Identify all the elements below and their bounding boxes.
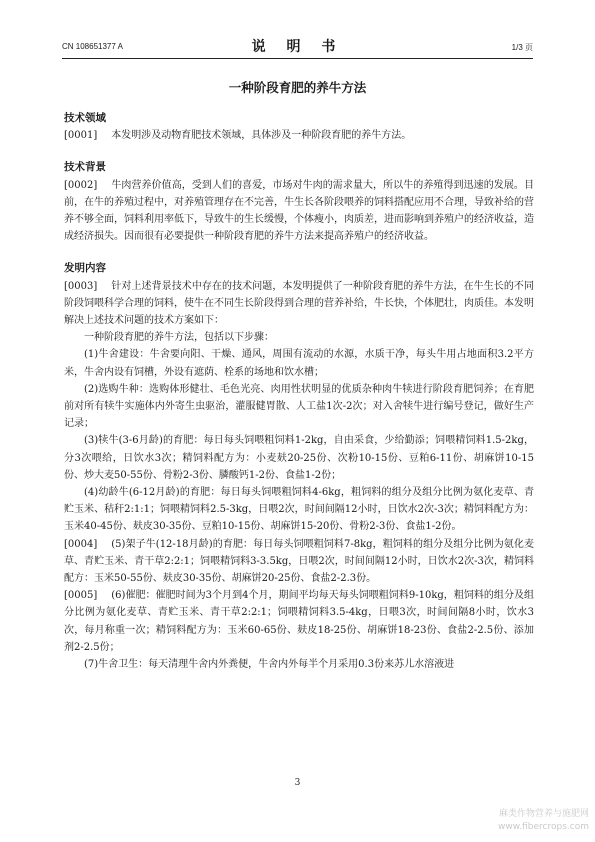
- step-2: (2)选购牛种：选购体形健壮、毛色光亮、肉用性状明显的优质杂种肉牛犊进行阶段育肥饲养；在育肥前对所有犊牛实施体内外寄生虫驱治，灌服健胃散、人工盐1次-2次；对入舍犊牛进行编号登记，做好生产记录；: [64, 383, 534, 430]
- paragraph-number: [0004]: [64, 538, 98, 550]
- paragraph-0004: [64, 536, 534, 588]
- section-heading-invention: 发明内容: [64, 262, 106, 275]
- paragraph-0001: [64, 127, 534, 144]
- paragraph-0005: [64, 587, 534, 656]
- paragraph-text: 牛肉营养价值高，受到人们的喜爱，市场对牛肉的需求量大，所以牛的养殖得到迅速的发展。目前，在牛的养殖过程中，对养殖管理存在不完善，牛生长各阶段喂养的饲料搭配应用不合理，导致补给的营养不够全面，饲料利用率低下，导致牛的生长缓慢，个体瘦小，肉质差，进而影响到养殖户的经济收益，造成经济损失。因而很有必要提供一种阶段育肥的养牛方法来提高养殖户的经济收益。: [64, 179, 534, 243]
- document-number: CN 108651377 A: [62, 42, 123, 51]
- paragraph-text: 本发明涉及动物育肥技术领域，具体涉及一种阶段育肥的养牛方法。: [111, 130, 412, 142]
- page-number: 3: [294, 778, 301, 788]
- method-intro: 一种阶段育肥的养牛方法，包括以下步骤：: [84, 332, 274, 344]
- section-heading-tech-field: 技术领域: [64, 112, 106, 124]
- document-body: [64, 110, 534, 673]
- paragraph-text: (6)催肥：催肥时间为3个月到4个月，期间平均每天每头饲喂粗饲料9-10kg，粗饲料的组分及组分比例为氨化麦草、青贮玉米、青干草2:2:1；饲喂精饲料3.5-4kg，日喂3次，时间间隔8小时，饮水3次，每月称重一次；精饲料配方为：玉米60-65份、麸皮18-25份、胡麻饼18-23份、食盐2-2.5份、添加剂2-2.5份；: [64, 590, 534, 653]
- step-4: (4)幼龄牛(6-12月龄)的育肥：每日每头饲喂粗饲料4-6kg，粗饲料的组分及组分比例为氨化麦草、青贮玉米、秸秆2:1:1；饲喂精饲料2.5-3kg，日喂2次，时间间隔12小时，日饮水2次-3次；精饲料配方为：玉米40-45份、麸皮30-35份、豆粕10-15份、胡麻饼15-20份、骨粉2-3份、食盐1-2份。: [64, 487, 534, 533]
- paragraph-number: [0005]: [64, 590, 98, 602]
- step-1: (1)牛舍建设：牛舍要向阳、干燥、通风，周围有流动的水源，水质干净，每头牛用占地面积3.2平方米，牛舍内设有饲槽，外设有遮荫、栓系的场地和饮水槽；: [64, 349, 534, 378]
- paragraph-number: [0003]: [64, 280, 98, 292]
- paragraph-number: [0002]: [64, 179, 98, 191]
- paragraph-0002: [64, 177, 534, 246]
- page-header: [62, 34, 533, 56]
- paragraph-0003: [64, 278, 534, 330]
- watermark-site-name: 麻类作物营养与施肥网: [498, 809, 589, 819]
- paragraph-text: 针对上述背景技术中存在的技术问题，本发明提供了一种阶段育肥的养牛方法，在牛生长的不同阶段饲喂科学合理的饲料，使牛在不同生长阶段得到合理的营养补给，牛长快，个体肥壮，肉质佳。本发明解决上述技术问题的技术方案如下：: [64, 280, 534, 327]
- document-type: 说 明 书: [251, 39, 344, 55]
- step-3: (3)犊牛(3-6月龄)的育肥：每日每头饲喂粗饲料1-2kg，自由采食，少给勤添；饲喂精饲料1.5-2kg，分3次喂给，日饮水3次；精饲料配方为：小麦麸20-25份、次粉10-15份、豆粕6-11份、胡麻饼10-15份、炒大麦50-55份、骨粉2-3份、膦酸钙1-2份、食盐1-2份；: [64, 435, 534, 481]
- paragraph-number: [0001]: [64, 130, 98, 142]
- watermark: [498, 808, 589, 834]
- step-7: (7)牛舍卫生：每天清理牛舍内外粪便，牛舍内外每半个月采用0.3份来苏儿水溶液进: [84, 659, 455, 671]
- section-heading-background: 技术背景: [64, 161, 106, 174]
- watermark-url: www.fibercrops.com: [498, 822, 589, 832]
- document-title: 一种阶段育肥的养牛方法: [228, 80, 367, 95]
- header-divider: [62, 58, 533, 59]
- page-info: 1/3 页: [511, 43, 533, 52]
- paragraph-text: (5)架子牛(12-18月龄)的育肥：每日每头饲喂粗饲料7-8kg，粗饲料的组分及组分比例为氨化麦草、青贮玉米、青干草2:2:1；饲喂精饲料3-3.5kg，日喂2次，时间间隔12小时，日饮水2次-3次，精饲料配方：玉米50-55份、麸皮30-35份、胡麻饼20-25份、食盐2-2.3份。: [64, 538, 534, 585]
